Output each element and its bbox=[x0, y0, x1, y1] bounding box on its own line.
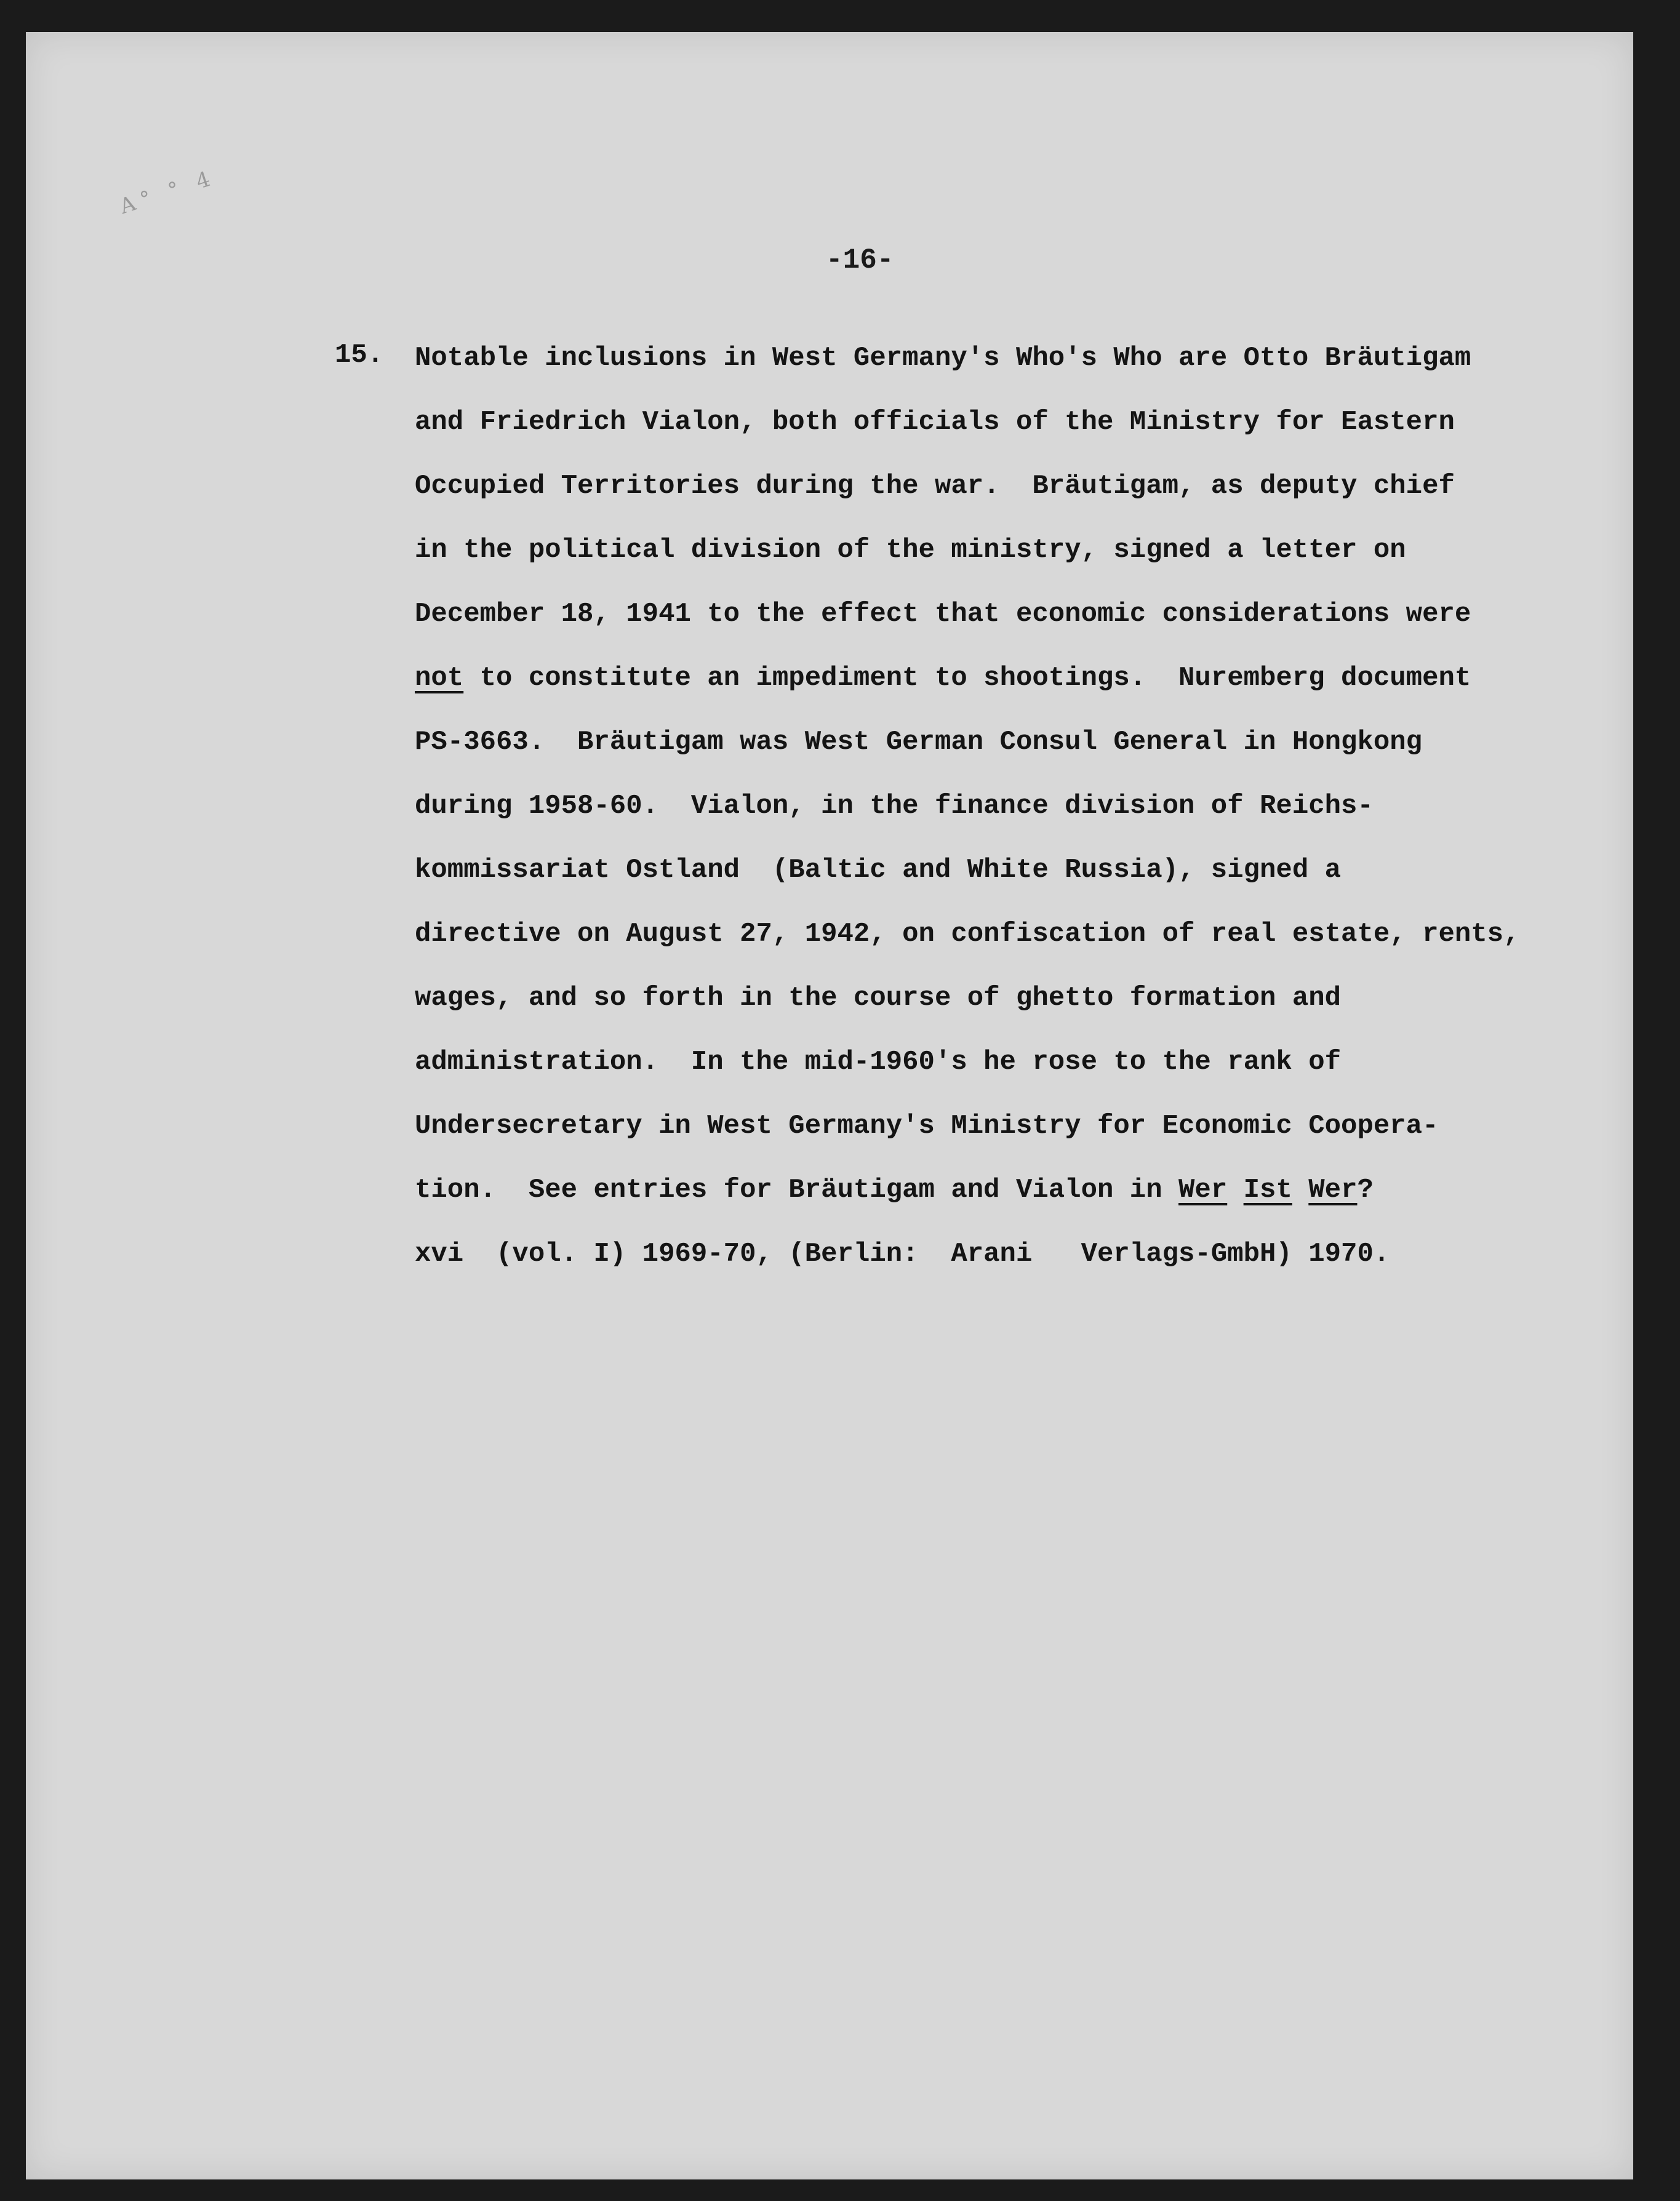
line-text: tion. See entries for Bräutigam and Vialon in bbox=[415, 1175, 1179, 1205]
text-line: during 1958-60. Vialon, in the finance division of Reichs- bbox=[415, 791, 1374, 821]
text-line: directive on August 27, 1942, on confiscation of real estate, rents, bbox=[415, 919, 1520, 949]
text-line: and Friedrich Vialon, both officials of the Ministry for Eastern bbox=[415, 407, 1455, 437]
text-line bbox=[415, 660, 1471, 697]
page-number: -16- bbox=[826, 244, 894, 276]
text-line: Occupied Territories during the war. Bräutigam, as deputy chief bbox=[415, 471, 1455, 501]
book-title-word: Wer bbox=[1308, 1175, 1358, 1205]
text-line: December 18, 1941 to the effect that economic considerations were bbox=[415, 599, 1471, 629]
book-title-word: Wer bbox=[1178, 1175, 1228, 1205]
text-line: PS-3663. Bräutigam was West German Consul General in Hongkong bbox=[415, 727, 1423, 757]
paragraph-number: 15. bbox=[335, 340, 384, 370]
pencil-annotation: A° ° 4 bbox=[116, 164, 220, 220]
question-mark: ? bbox=[1357, 1175, 1374, 1205]
text-line: kommissariat Ostland (Baltic and White Russia), signed a bbox=[415, 855, 1342, 885]
underlined-word: not bbox=[415, 663, 464, 693]
text-line: wages, and so forth in the course of ghetto formation and bbox=[415, 983, 1342, 1013]
line-text: to constitute an impediment to shootings. Nuremberg document bbox=[479, 663, 1471, 693]
text-line: in the political division of the ministry, signed a letter on bbox=[415, 535, 1406, 565]
text-line bbox=[415, 1172, 1374, 1208]
text-line: Notable inclusions in West Germany's Who's Who are Otto Bräutigam bbox=[415, 343, 1471, 373]
text-line: administration. In the mid-1960's he rose to the rank of bbox=[415, 1047, 1342, 1077]
typed-page bbox=[26, 32, 1633, 2179]
text-line: xvi (vol. I) 1969-70, (Berlin: Arani Verlags-GmbH) 1970. bbox=[415, 1239, 1390, 1269]
book-title-word: Ist bbox=[1243, 1175, 1292, 1205]
text-line: Undersecretary in West Germany's Ministry for Economic Coopera- bbox=[415, 1111, 1439, 1141]
